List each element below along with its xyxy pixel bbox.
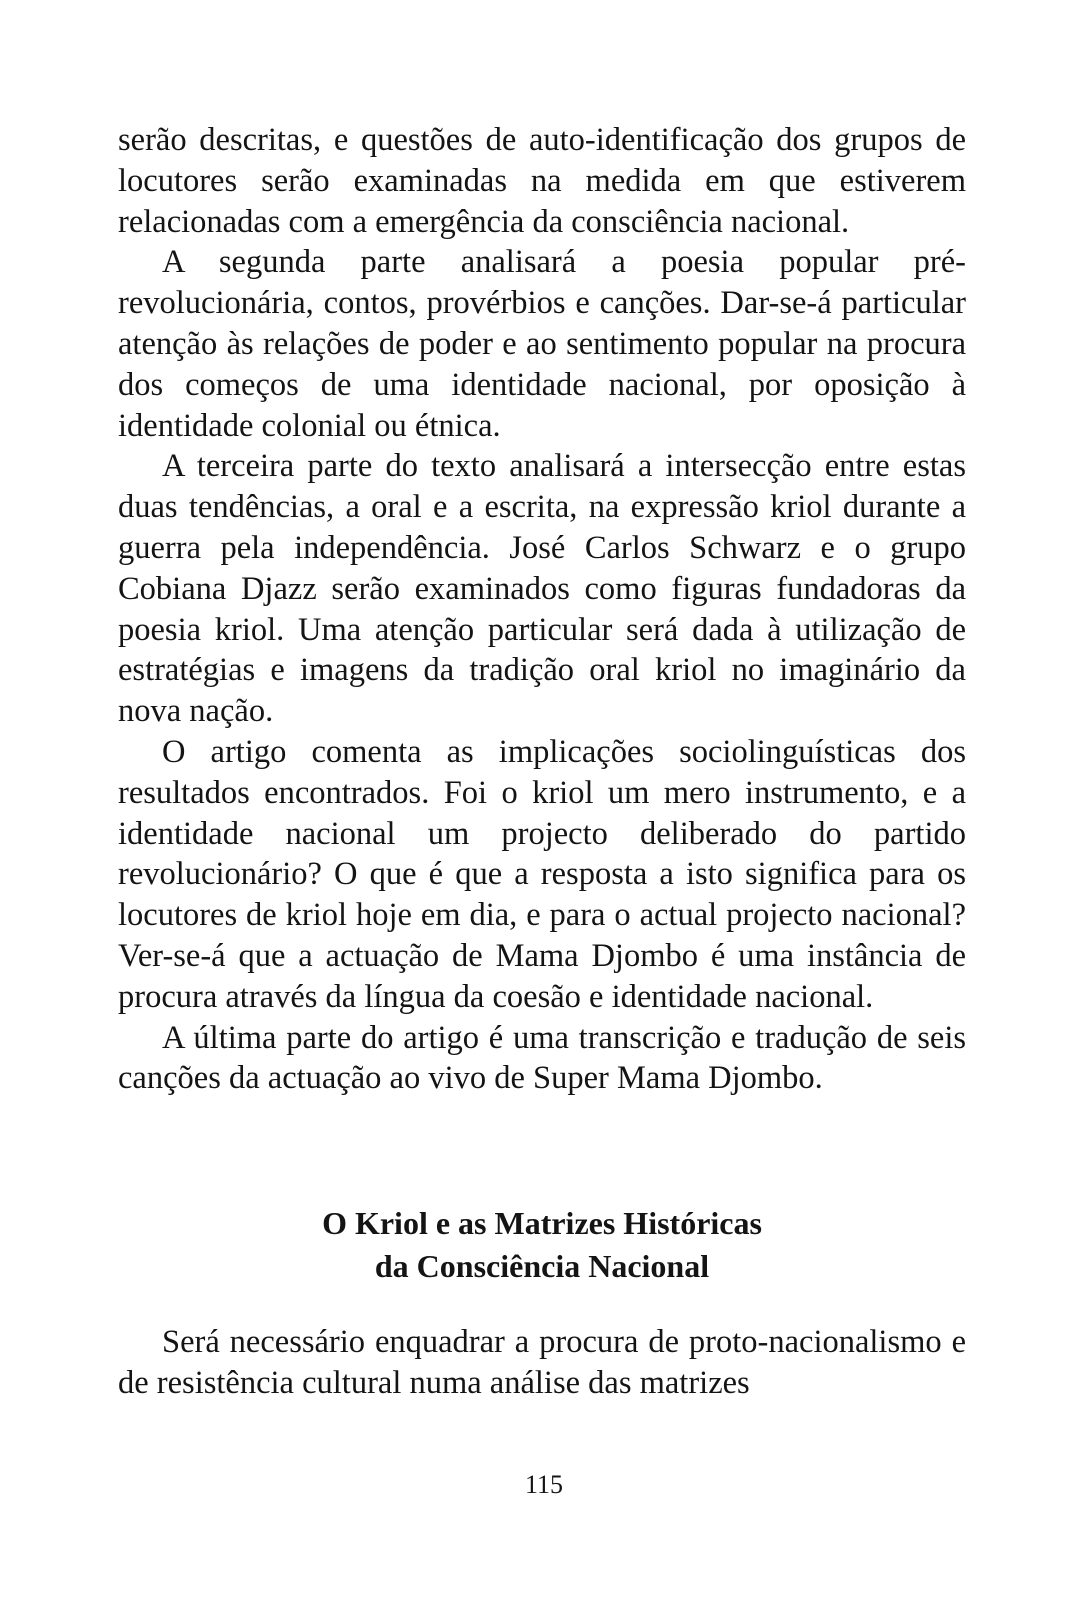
paragraph-third-part: A terceira parte do texto analisará a intersecção entre estas duas tendências, a oral e a escrita, na expressão kriol durante a guerra pela independência. José Carlos Schwarz e o grupo Cobiana Djazz serão examinados como figuras fundadoras da poesia kriol. Uma atenção particular será dada à utilização de estratégias e imagens da tradição oral kriol no imaginário da nova nação. [118, 448, 966, 730]
paragraph-continuation: serão descritas, e questões de auto-identificação dos grupos de locutores serão examinadas na medida em que estiverem relacionadas com a emergência da consciência nacional. [118, 122, 966, 240]
paragraph-article-comments: O artigo comenta as implicações sociolinguísticas dos resultados encontrados. Foi o kriol um mero instrumento, e a identidade nacional um projecto deliberado do partido revolucionário? O que é que a resposta a isto significa para os locutores de kriol hoje em dia, e para o actual projecto nacional? Ver-se-á que a actuação de Mama Djombo é uma instância de procura através da língua da coesão e identidade nacional. [118, 733, 966, 1015]
page-number: 115 [524, 1470, 564, 1499]
section-opening-paragraph: Será necessário enquadrar a procura de proto-nacionalismo e de resistência cultural numa análise das matrizes [118, 1324, 966, 1401]
section-text [118, 1322, 966, 1404]
section-heading-line-1: O Kriol e as Matrizes Históricas [322, 1205, 762, 1241]
section-heading-line-2: da Consciência Nacional [374, 1248, 710, 1284]
section-heading [118, 1202, 966, 1288]
paragraph-last-part: A última parte do artigo é uma transcrição e tradução de seis canções da actuação ao vivo de Super Mama Djombo. [118, 1019, 966, 1097]
body-text [118, 120, 966, 1099]
paragraph-second-part: A segunda parte analisará a poesia popular pré-revolucionária, contos, provérbios e canções. Dar-se-á particular atenção às relações de poder e ao sentimento popular na procura dos começos de uma identidade nacional, por oposição à identidade colonial ou étnica. [118, 244, 966, 444]
